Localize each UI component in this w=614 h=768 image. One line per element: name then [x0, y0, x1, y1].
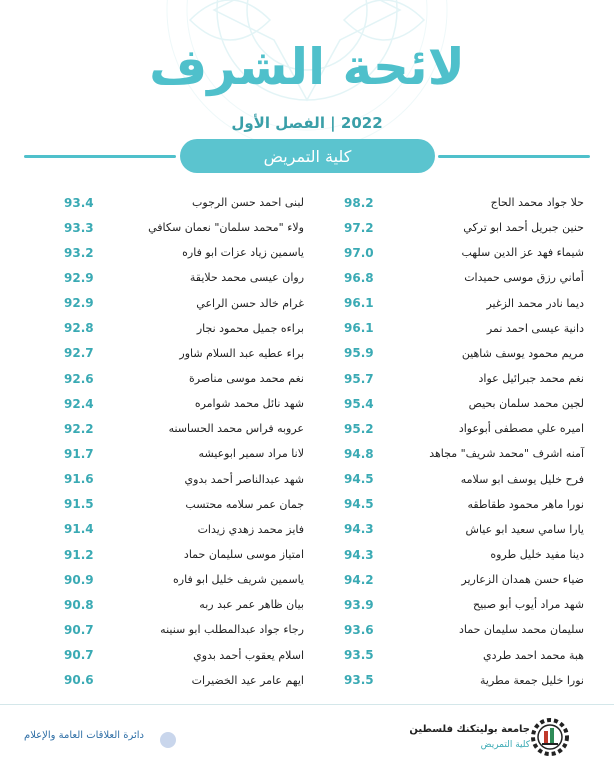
honor-list-row: [64, 643, 304, 668]
student-score: 93.6: [344, 622, 374, 637]
student-name: مريم محمود يوسف شاهين: [461, 346, 584, 360]
honor-list-row: [64, 316, 304, 341]
student-name: لانا مراد سمير ابوعيشه: [198, 447, 304, 461]
student-name: نورا خليل جمعة مطرية: [479, 673, 584, 687]
honor-list-row: [344, 265, 584, 290]
student-name: شيماء فهد عز الدين سلهب: [461, 246, 584, 260]
student-score: 93.9: [344, 597, 374, 612]
student-score: 94.5: [344, 472, 374, 487]
student-score: 91.6: [64, 472, 94, 487]
student-name: نغم محمد جبرائيل عواد: [478, 372, 584, 386]
student-score: 95.7: [344, 371, 374, 386]
student-score: 95.2: [344, 421, 374, 436]
student-score: 97.2: [344, 220, 374, 235]
student-name: براءه جميل محمود نجار: [196, 321, 304, 335]
divider-left: [24, 155, 176, 158]
student-name: نغم محمد موسى مناصرة: [188, 372, 304, 386]
student-score: 90.6: [64, 673, 94, 688]
student-score: 96.8: [344, 270, 374, 285]
student-name: عروبه فراس محمد الحساسنه: [168, 422, 304, 436]
student-score: 93.5: [344, 648, 374, 663]
honor-list-row: [64, 291, 304, 316]
divider-right: [438, 155, 590, 158]
honor-list-row: [344, 441, 584, 466]
student-score: 95.4: [344, 396, 374, 411]
student-score: 98.2: [344, 195, 374, 210]
honor-list-row: [344, 617, 584, 642]
student-score: 97.0: [344, 245, 374, 260]
faculty-label: كلية التمريض: [480, 740, 530, 750]
student-score: 92.4: [64, 396, 94, 411]
student-name: لجين محمد سلمان بحيص: [468, 397, 584, 411]
student-score: 90.9: [64, 572, 94, 587]
student-name: ضياء حسن همدان الزعارير: [461, 573, 584, 587]
honor-list-row: [344, 316, 584, 341]
student-score: 90.7: [64, 648, 94, 663]
student-name: ديما نادر محمد الزغير: [486, 296, 584, 310]
student-score: 93.2: [64, 245, 94, 260]
page-subtitle: 2022 | الفصل الأول: [231, 114, 383, 132]
student-name: شهد عبدالناصر أحمد بدوي: [184, 472, 304, 486]
student-score: 95.9: [344, 346, 374, 361]
student-score: 91.2: [64, 547, 94, 562]
student-name: اسلام يعقوب أحمد بدوي: [193, 648, 304, 662]
student-score: 94.8: [344, 446, 374, 461]
student-name: امتياز موسى سليمان حماد: [183, 548, 304, 562]
honor-list-row: [64, 341, 304, 366]
student-name: أماني رزق موسى حميدات: [464, 271, 584, 285]
student-score: 91.7: [64, 446, 94, 461]
student-score: 93.5: [344, 673, 374, 688]
honor-list-row: [64, 416, 304, 441]
honor-list-row: [344, 391, 584, 416]
honor-list-right: [344, 190, 584, 693]
student-score: 90.7: [64, 622, 94, 637]
student-name: نورا ماهر محمود طقاطقه: [467, 497, 584, 511]
honor-list-row: [64, 668, 304, 693]
honor-list-row: [344, 215, 584, 240]
student-name: دانية عيسى احمد نمر: [486, 321, 584, 335]
student-score: 92.9: [64, 270, 94, 285]
student-score: 90.8: [64, 597, 94, 612]
student-name: بيان ظاهر عمر عبد ربه: [199, 598, 304, 612]
honor-list-row: [64, 592, 304, 617]
student-name: براء عطيه عبد السلام شاور: [179, 346, 304, 360]
student-name: اميره علي مصطفى أبوعواد: [458, 422, 584, 436]
honor-list-row: [64, 467, 304, 492]
student-score: 93.3: [64, 220, 94, 235]
student-score: 94.3: [344, 547, 374, 562]
student-score: 92.6: [64, 371, 94, 386]
university-gear-logo-icon: [530, 717, 570, 757]
honor-list-row: [344, 341, 584, 366]
student-score: 94.2: [344, 572, 374, 587]
student-name: شهد مراد أيوب أبو صبيح: [473, 598, 584, 612]
footer: [0, 704, 614, 768]
honor-list-row: [344, 416, 584, 441]
decorative-dot: [160, 732, 176, 748]
student-name: حنين جبريل أحمد ابو تركي: [463, 221, 584, 235]
honor-list-row: [64, 567, 304, 592]
honor-list-row: [344, 240, 584, 265]
honor-list-row: [344, 668, 584, 693]
student-name: ولاء "محمد سلمان" نعمان سكافي: [148, 221, 304, 235]
student-score: 91.5: [64, 497, 94, 512]
student-name: ياسمين شريف خليل ابو فاره: [173, 573, 304, 587]
honor-list-row: [64, 265, 304, 290]
honor-list-row: [344, 592, 584, 617]
student-name: روان عيسى محمد حلايقة: [189, 271, 304, 285]
department-label: دائرة العلاقات العامة والإعلام: [24, 730, 145, 741]
student-score: 91.4: [64, 522, 94, 537]
student-score: 96.1: [344, 321, 374, 336]
student-score: 93.4: [64, 195, 94, 210]
student-name: غرام خالد حسن الراعي: [196, 296, 304, 310]
page-title: لائحة الشرف: [149, 38, 465, 96]
faculty-pill: كلية التمريض: [180, 139, 435, 173]
student-name: يارا سامي سعيد ابو عياش: [465, 522, 584, 536]
honor-list-row: [64, 366, 304, 391]
honor-list-row: [344, 190, 584, 215]
honor-list-row: [64, 215, 304, 240]
honor-list-row: [344, 542, 584, 567]
student-score: 92.8: [64, 321, 94, 336]
honor-list-row: [64, 517, 304, 542]
honor-list-row: [64, 492, 304, 517]
university-name: جامعة بوليتكنك فلسطين: [409, 724, 530, 735]
student-score: 92.2: [64, 421, 94, 436]
student-name: فايز محمد زهدي زيدات: [197, 522, 304, 536]
honor-list-row: [64, 542, 304, 567]
honor-list-row: [344, 467, 584, 492]
student-name: شهد نائل محمد شوامره: [194, 397, 304, 411]
student-name: هبة محمد احمد طردي: [483, 648, 584, 662]
honor-list-row: [64, 391, 304, 416]
student-name: فرح خليل يوسف ابو سلامه: [460, 472, 584, 486]
honor-list-row: [344, 567, 584, 592]
honor-list-row: [344, 291, 584, 316]
honor-list-row: [344, 517, 584, 542]
student-name: ايهم عامر عيد الخضيرات: [191, 673, 304, 687]
student-name: رجاء جواد عبدالمطلب ابو سنينه: [160, 623, 304, 637]
student-name: جمان عمر سلامه محتسب: [185, 497, 304, 511]
student-name: سليمان محمد سليمان حماد: [459, 623, 584, 637]
student-score: 92.7: [64, 346, 94, 361]
student-name: حلا جواد محمد الحاج: [490, 196, 584, 210]
honor-list-row: [64, 190, 304, 215]
honor-list-left: [64, 190, 304, 693]
honor-list-row: [344, 366, 584, 391]
student-score: 94.5: [344, 497, 374, 512]
student-name: لبنى احمد حسن الرجوب: [192, 196, 304, 210]
student-name: دينا مفيد خليل طروه: [490, 548, 584, 562]
honor-list-row: [344, 643, 584, 668]
honor-list-row: [64, 441, 304, 466]
honor-list-row: [64, 617, 304, 642]
honor-list-row: [344, 492, 584, 517]
student-score: 92.9: [64, 296, 94, 311]
honor-list-row: [64, 240, 304, 265]
student-score: 94.3: [344, 522, 374, 537]
student-name: ياسمين زياد عزات ابو فاره: [182, 246, 304, 260]
student-score: 96.1: [344, 296, 374, 311]
student-name: آمنه اشرف "محمد شريف" مجاهد: [429, 447, 584, 461]
